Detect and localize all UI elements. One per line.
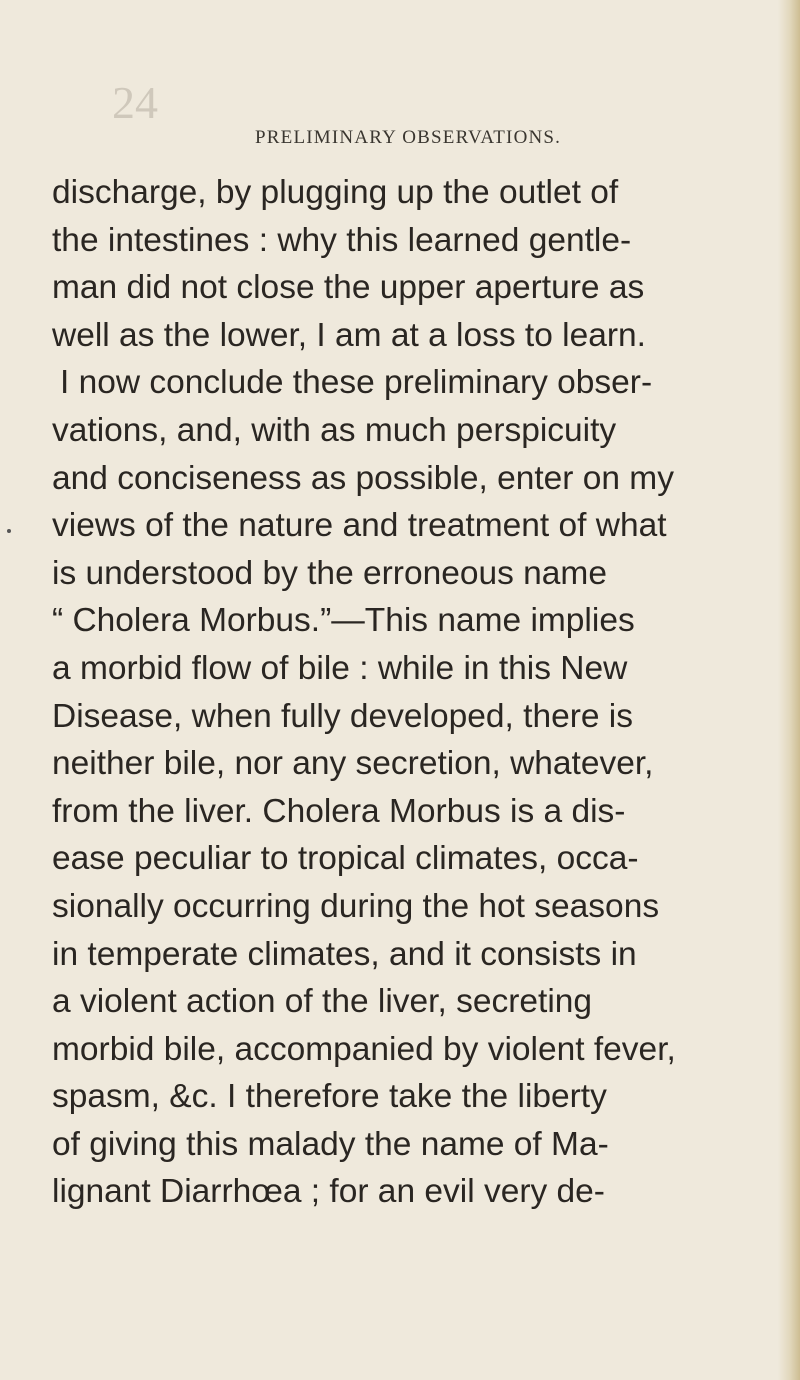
text-line: from the liver. Cholera Morbus is a dis-: [52, 792, 626, 830]
text-line: and conciseness as possible, enter on my: [52, 459, 674, 497]
text-line: man did not close the upper aperture as: [52, 269, 645, 307]
ink-speck: [7, 529, 11, 533]
text-line: Disease, when fully developed, there is: [52, 697, 633, 735]
text-line: I now conclude these preliminary obser-: [60, 364, 653, 402]
text-line: in temperate climates, and it consists in: [52, 935, 637, 973]
text-line: discharge, by plugging up the outlet of: [52, 174, 619, 211]
text-line: lignant Diarrhœa ; for an evil very de-: [52, 1173, 605, 1211]
text-line: views of the nature and treatment of what: [52, 507, 667, 545]
text-line: “ Cholera Morbus.”—This name implies: [52, 602, 635, 640]
text-line: sionally occurring during the hot seasons: [52, 887, 660, 925]
body-text: [52, 169, 772, 1216]
page-edge-shadow: [778, 0, 800, 1380]
text-line: well as the lower, I am at a loss to learn.: [52, 316, 646, 354]
running-head: PRELIMINARY OBSERVATIONS.: [255, 127, 562, 148]
text-line: is understood by the erroneous name: [52, 554, 607, 592]
text-line: spasm, &c. I therefore take the liberty: [52, 1078, 607, 1116]
text-line: neither bile, nor any secretion, whatever,: [52, 745, 654, 783]
page-number: 24: [112, 77, 158, 128]
text-line: a violent action of the liver, secreting: [52, 983, 593, 1021]
text-line: a morbid flow of bile : while in this New: [52, 649, 628, 687]
text-line: of giving this malady the name of Ma-: [52, 1125, 609, 1163]
text-line: the intestines : why this learned gentle-: [52, 221, 632, 259]
text-line: morbid bile, accompanied by violent fever,: [52, 1030, 676, 1068]
text-line: vations, and, with as much perspicuity: [52, 411, 617, 449]
text-line: ease peculiar to tropical climates, occa-: [52, 840, 639, 878]
